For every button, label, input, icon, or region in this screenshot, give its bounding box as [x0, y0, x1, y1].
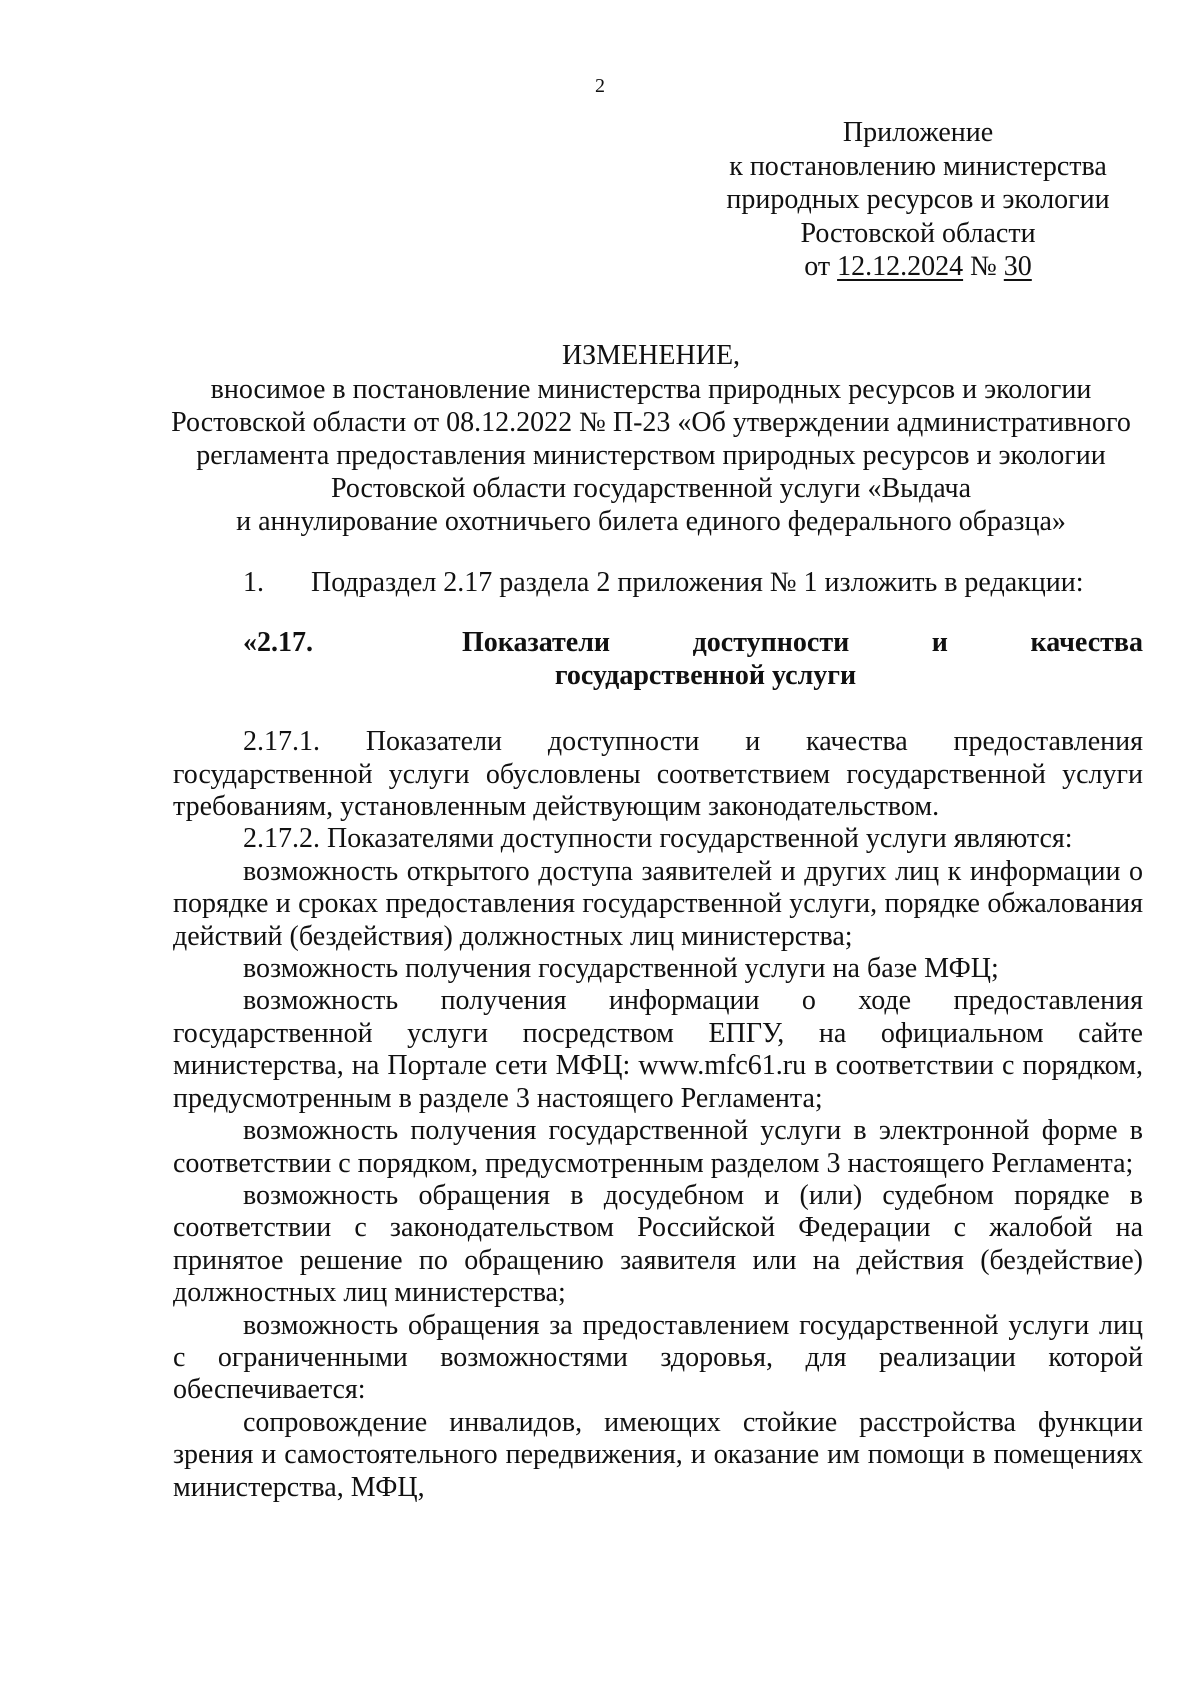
appendix-number: 30: [1003, 251, 1032, 282]
appendix-line-1: Приложение: [842, 117, 994, 148]
point-number: 1.: [243, 567, 264, 598]
appendix-line-2: к постановлению министерства: [729, 150, 1107, 182]
appendix-block: [718, 116, 1118, 284]
document-body: [173, 567, 1143, 1504]
paragraph-2-17-1: 2.17.1. Показатели доступности и качества предоставления государственной услуги обусловлены соответствием государственной услуги требованиям, установленным действующим законодательством.: [173, 726, 1143, 823]
heading-line-1: вносимое в постановление министерства природных ресурсов и экологии: [210, 374, 1092, 405]
appendix-line-4: Ростовской области: [800, 217, 1036, 249]
heading-line-3: регламента предоставления министерством природных ресурсов и экологии: [196, 440, 1106, 471]
paragraph-progress-info: возможность получения информации о ходе предоставления государственной услуги посредством ЕПГУ, на официальном сайте министерства, на Портале сети МФЦ: www.mfc61.ru в соответствии с порядком, предусмотренным в разделе 3 настоящего Регламента;: [173, 985, 1143, 1114]
appendix-date: 12.12.2024: [837, 251, 964, 282]
paragraph-2-17-2: 2.17.2. Показателями доступности государственной услуги являются:: [243, 823, 1073, 855]
point-1: [173, 567, 1143, 599]
paragraph-disabled-access: возможность обращения за предоставлением государственной услуги лиц с ограниченными возможностями здоровья, для реализации которой обеспечивается:: [173, 1309, 1143, 1406]
paragraphs: [173, 726, 1143, 1504]
section-title-line-1: Показатели доступности и качества: [462, 627, 1143, 659]
point-text: Подраздел 2.17 раздела 2 приложения № 1 изложить в редакции:: [311, 567, 1084, 598]
section-heading: [173, 627, 1143, 659]
paragraph-electronic-form: возможность получения государственной услуги в электронной форме в соответствии с порядком, предусмотренным разделом 3 настоящего Регламента;: [173, 1115, 1143, 1179]
heading-line-5: и аннулирование охотничьего билета единого федерального образца»: [236, 506, 1066, 537]
page-number: 2: [595, 75, 605, 97]
appendix-date-line: [718, 250, 1118, 284]
section-number: «2.17.: [243, 627, 313, 659]
heading-title: ИЗМЕНЕНИЕ,: [561, 340, 741, 371]
document-heading: [168, 339, 1134, 538]
paragraph-escort: сопровождение инвалидов, имеющих стойкие расстройства функции зрения и самостоятельного передвижения, и оказание им помощи в помещениях министерства, МФЦ,: [173, 1406, 1143, 1503]
date-prefix: от: [804, 251, 838, 282]
heading-line-2: Ростовской области от 08.12.2022 № П-23 «Об утверждении административного: [171, 407, 1131, 438]
appendix-line-3: природных ресурсов и экологии: [726, 184, 1110, 215]
paragraph-mfc: возможность получения государственной услуги на базе МФЦ;: [243, 953, 999, 985]
paragraph-appeal: возможность обращения в досудебном и (или) судебном порядке в соответствии с законодательством Российской Федерации с жалобой на принятое решение по обращению заявителя или на действия (бездействие) должностных лиц министерства;: [173, 1179, 1143, 1309]
paragraph-open-access: возможность открытого доступа заявителей и других лиц к информации о порядке и сроках предоставления государственной услуги, порядке обжалования действий (бездействия) должностных лиц министерства;: [173, 855, 1143, 952]
heading-line-4: Ростовской области государственной услуги «Выдача: [330, 473, 972, 504]
section-title-line-2: государственной услуги: [554, 659, 857, 691]
number-prefix: №: [963, 251, 1004, 282]
